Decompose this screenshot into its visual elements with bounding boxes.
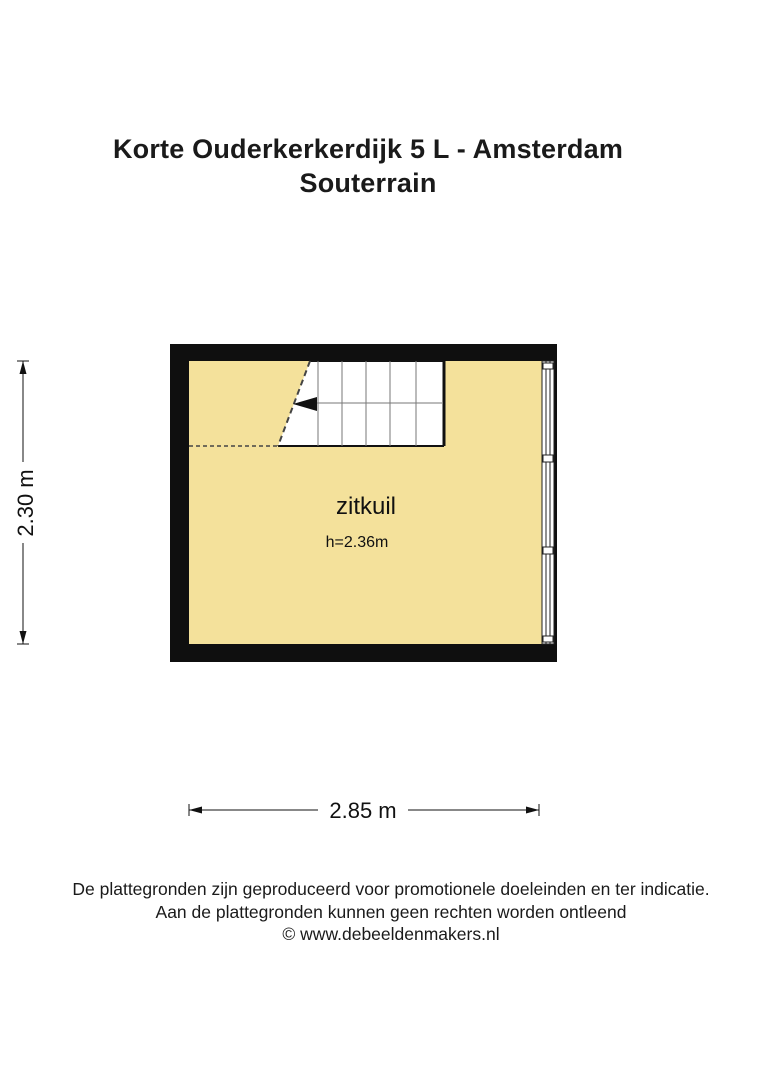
copyright-line: © www.debeeldenmakers.nl [282,924,500,944]
vertical-dimension-label: 2.30 m [13,469,38,537]
horizontal-dimension [189,798,539,823]
disclaimer-line-1: De plattegronden zijn geproduceerd voor promotionele doeleinden en ter indicatie. [72,879,710,899]
room-name-label: zitkuil [335,493,397,520]
plan-address-title: Korte Ouderkerkerdijk 5 L - Amsterdam [112,134,624,164]
room-height-label: h=2.36m [325,534,389,551]
vertical-dimension [13,361,38,644]
disclaimer-line-2: Aan de plattegronden kunnen geen rechten worden ontleend [155,902,627,922]
window [542,361,554,644]
horizontal-dimension-label: 2.85 m [329,798,397,823]
plan-floor-title: Souterrain [299,168,437,198]
